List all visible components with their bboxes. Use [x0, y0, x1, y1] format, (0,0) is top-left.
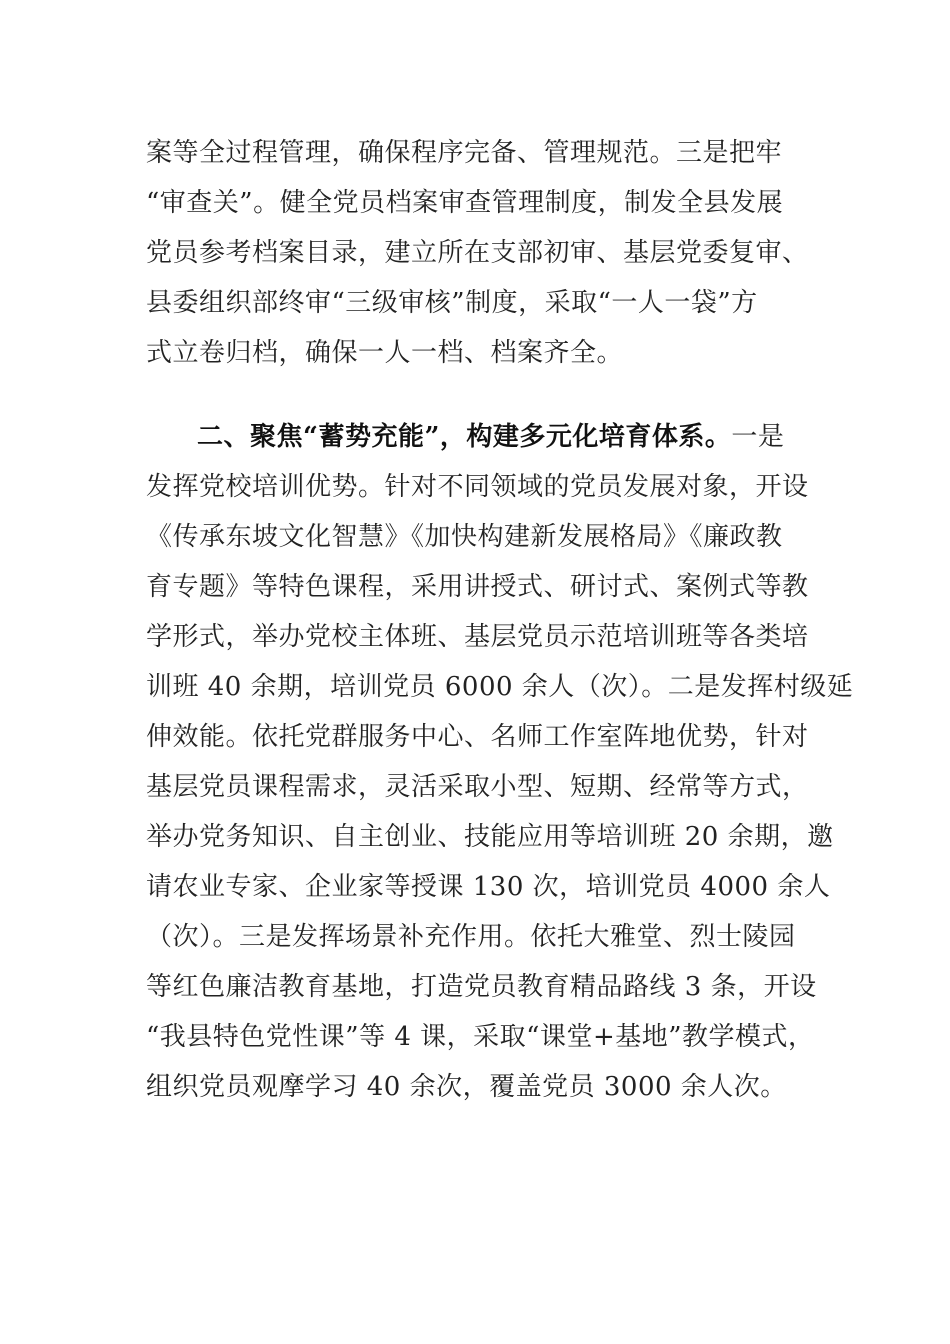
section-heading: 二、聚焦“蓄势充能”，构建多元化培育体系。 [197, 422, 732, 452]
paragraph-line: 党员参考档案目录，建立所在支部初审、基层党委复审、 [146, 238, 809, 268]
heading-line-rest: 一是 [731, 422, 785, 452]
paragraph-line: 组织党员观摩学习 40 余次，覆盖党员 3000 余人次。 [146, 1072, 787, 1102]
section-heading-line [197, 422, 784, 452]
paragraph-line: 式立卷归档，确保一人一档、档案齐全。 [146, 338, 624, 368]
paragraph-line: 县委组织部终审“三级审核”制度，采取“一人一袋”方 [146, 288, 758, 318]
paragraph-line: 伸效能。依托党群服务中心、名师工作室阵地优势，针对 [146, 722, 809, 752]
paragraph-line: 等红色廉洁教育基地，打造党员教育精品路线 3 条，开设 [146, 972, 817, 1002]
paragraph-line: 发挥党校培训优势。针对不同领域的党员发展对象，开设 [146, 472, 809, 502]
paragraph-line: 案等全过程管理，确保程序完备、管理规范。三是把牢 [146, 138, 783, 168]
paragraph-line: 举办党务知识、自主创业、技能应用等培训班 20 余期，邀 [146, 822, 834, 852]
paragraph-line: “我县特色党性课”等 4 课，采取“课堂+基地”教学模式， [146, 1022, 815, 1052]
paragraph-line: （次）。三是发挥场景补充作用。依托大雅堂、烈士陵园 [146, 922, 796, 952]
paragraph-line: 请农业专家、企业家等授课 130 次，培训党员 4000 余人 [146, 872, 831, 902]
paragraph-line: 训班 40 余期，培训党员 6000 余人（次）。二是发挥村级延 [146, 672, 854, 702]
paragraph-line: 学形式，举办党校主体班、基层党员示范培训班等各类培 [146, 622, 809, 652]
paragraph-line: “审查关”。健全党员档案审查管理制度，制发全县发展 [146, 188, 784, 218]
paragraph-line: 基层党员课程需求，灵活采取小型、短期、经常等方式， [146, 772, 809, 802]
paragraph-line: 《传承东坡文化智慧》《加快构建新发展格局》《廉政教 [146, 522, 783, 552]
paragraph-line: 育专题》等特色课程，采用讲授式、研讨式、案例式等教 [146, 572, 809, 602]
